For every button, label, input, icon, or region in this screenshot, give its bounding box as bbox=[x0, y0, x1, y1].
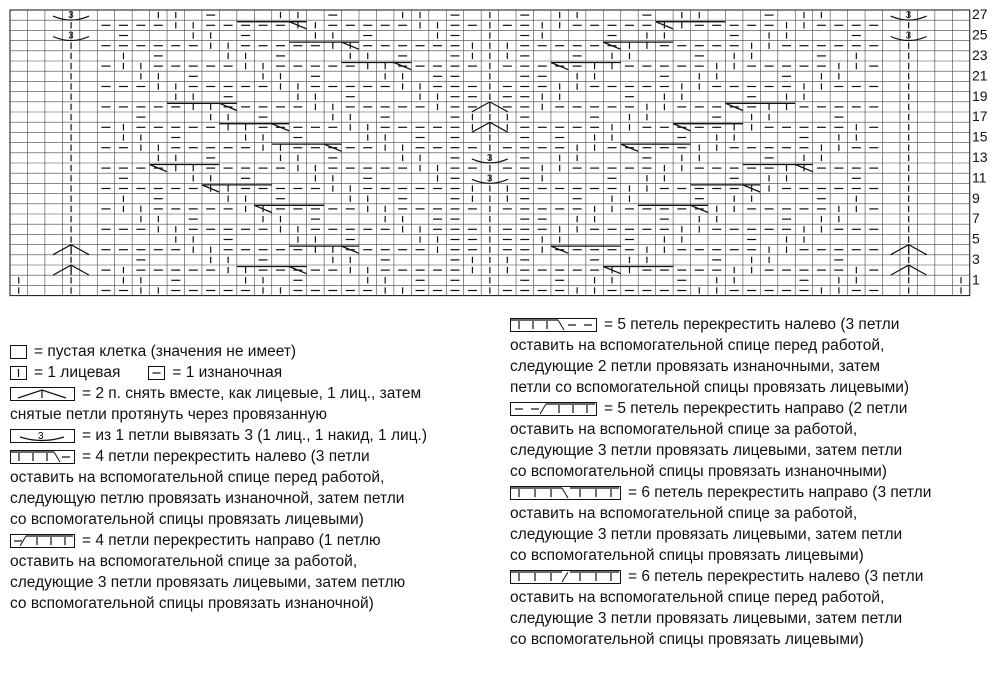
legend-left bbox=[10, 341, 500, 614]
cross-6-left-icon bbox=[510, 569, 622, 585]
legend-text-line: = 5 петель перекрестить направо (2 петли bbox=[510, 398, 998, 419]
legend-text-line: со вспомогательной спицы провязать лицевыми) bbox=[510, 631, 864, 648]
row-number: 11 bbox=[972, 169, 987, 186]
knitting-chart bbox=[0, 0, 1000, 300]
legend-text-line: оставить на вспомогательной спице за работой, bbox=[10, 553, 358, 570]
row-number: 5 bbox=[972, 230, 980, 247]
legend-entry-c6l bbox=[510, 566, 998, 650]
legend-text-line: оставить на вспомогательной спице за работой, bbox=[510, 505, 858, 522]
make-three-icon bbox=[10, 428, 76, 444]
legend-text-line: = 5 петель перекрестить налево (3 петли bbox=[510, 314, 998, 335]
row-numbers bbox=[972, 6, 988, 287]
legend-entry-empty bbox=[10, 341, 500, 362]
legend-text-line: следующие 3 петли провязать лицевыми, затем петли bbox=[510, 610, 903, 627]
row-number: 19 bbox=[972, 87, 988, 104]
legend-text-line: оставить на вспомогательной спице перед работой, bbox=[510, 589, 885, 606]
cross-5-right-icon bbox=[510, 401, 598, 417]
row-number: 17 bbox=[972, 108, 988, 125]
row-number: 15 bbox=[972, 128, 988, 145]
legend-text-line: = 6 петель перекрестить налево (3 петли bbox=[510, 566, 998, 587]
legend-text-line: = пустая клетка (значения не имеет) bbox=[10, 341, 500, 362]
legend-text-line: следующую петлю провязать изнаночной, затем петли bbox=[10, 490, 405, 507]
legend-entry-c6r bbox=[510, 482, 998, 566]
make-three-label: 3 bbox=[905, 10, 912, 22]
legend-text-line: оставить на вспомогательной спице перед работой, bbox=[10, 469, 385, 486]
knit-stitch-icon bbox=[10, 365, 28, 381]
legend-text-line: = 4 петли перекрестить налево (3 петли bbox=[10, 446, 500, 467]
svg-text:3: 3 bbox=[38, 430, 44, 442]
legend-right bbox=[510, 314, 998, 650]
legend-entry-c5r bbox=[510, 398, 998, 482]
legend-text-line: со вспомогательной спицы провязать изнаночной) bbox=[10, 595, 374, 612]
row-number: 3 bbox=[972, 251, 980, 267]
legend-text-line: со вспомогательной спицы провязать изнаночными) bbox=[510, 463, 887, 480]
legend-text-line: следующие 3 петли провязать лицевыми, затем петли bbox=[510, 526, 903, 543]
legend-text-line: со вспомогательной спицы провязать лицевыми) bbox=[10, 511, 364, 528]
legend-entry-knit-purl bbox=[10, 362, 500, 383]
row-number: 9 bbox=[972, 189, 980, 206]
legend-entry-dec bbox=[10, 383, 500, 425]
legend-text-line: 3 = из 1 петли вывязать 3 (1 лиц., 1 накид, 1 лиц.) bbox=[10, 425, 500, 446]
double-decrease-icon bbox=[10, 386, 76, 402]
make-three-label: 3 bbox=[68, 30, 74, 42]
legend-entry-c5l bbox=[510, 314, 998, 398]
row-number: 21 bbox=[972, 67, 988, 84]
legend-entry-inc bbox=[10, 425, 500, 446]
legend-text-line: оставить на вспомогательной спице за работой, bbox=[510, 421, 858, 438]
legend-text-line: петли со вспомогательной спицы провязать лицевыми) bbox=[510, 379, 910, 396]
legend-text-line: следующие 3 петли провязать лицевыми, затем петли bbox=[510, 442, 903, 459]
legend-text-knit: = 1 лицевая bbox=[34, 364, 121, 381]
purl-stitch-icon bbox=[148, 365, 166, 381]
legend-text-line: следующие 3 петли провязать лицевыми, затем петлю bbox=[10, 574, 406, 591]
make-three-label: 3 bbox=[486, 152, 493, 164]
cross-4-right-icon bbox=[10, 533, 76, 549]
empty-cell-icon bbox=[10, 344, 28, 360]
row-number: 13 bbox=[972, 149, 988, 165]
cross-6-right-icon bbox=[510, 485, 622, 501]
cross-5-left-icon bbox=[510, 317, 598, 333]
legend-text-line: = 2 п. снять вместе, как лицевые, 1 лиц., затем bbox=[10, 383, 500, 404]
legend-text-purl: = 1 изнаночная bbox=[172, 364, 283, 381]
make-three-label: 3 bbox=[68, 10, 74, 22]
make-three-label: 3 bbox=[905, 30, 912, 42]
legend-entry-c4l bbox=[10, 446, 500, 530]
legend-text-line: оставить на вспомогательной спице перед работой, bbox=[510, 337, 885, 354]
row-number: 25 bbox=[972, 26, 988, 43]
row-number: 1 bbox=[972, 271, 980, 288]
legend-entry-c4r bbox=[10, 530, 500, 614]
legend-text-line: со вспомогательной спицы провязать лицевыми) bbox=[510, 547, 864, 564]
row-number: 23 bbox=[972, 47, 988, 63]
row-number: 27 bbox=[972, 6, 988, 23]
legend-text-line: = 6 петель перекрестить направо (3 петли bbox=[510, 482, 998, 503]
legend-text-line: снятые петли протянуть через провязанную bbox=[10, 406, 328, 423]
cross-4-left-icon bbox=[10, 449, 76, 465]
legend-text-line: следующие 2 петли провязать изнаночными, затем bbox=[510, 358, 881, 375]
make-three-label: 3 bbox=[486, 173, 493, 185]
row-number: 7 bbox=[972, 210, 980, 227]
legend-text-line: = 4 петли перекрестить направо (1 петлю bbox=[10, 530, 500, 551]
